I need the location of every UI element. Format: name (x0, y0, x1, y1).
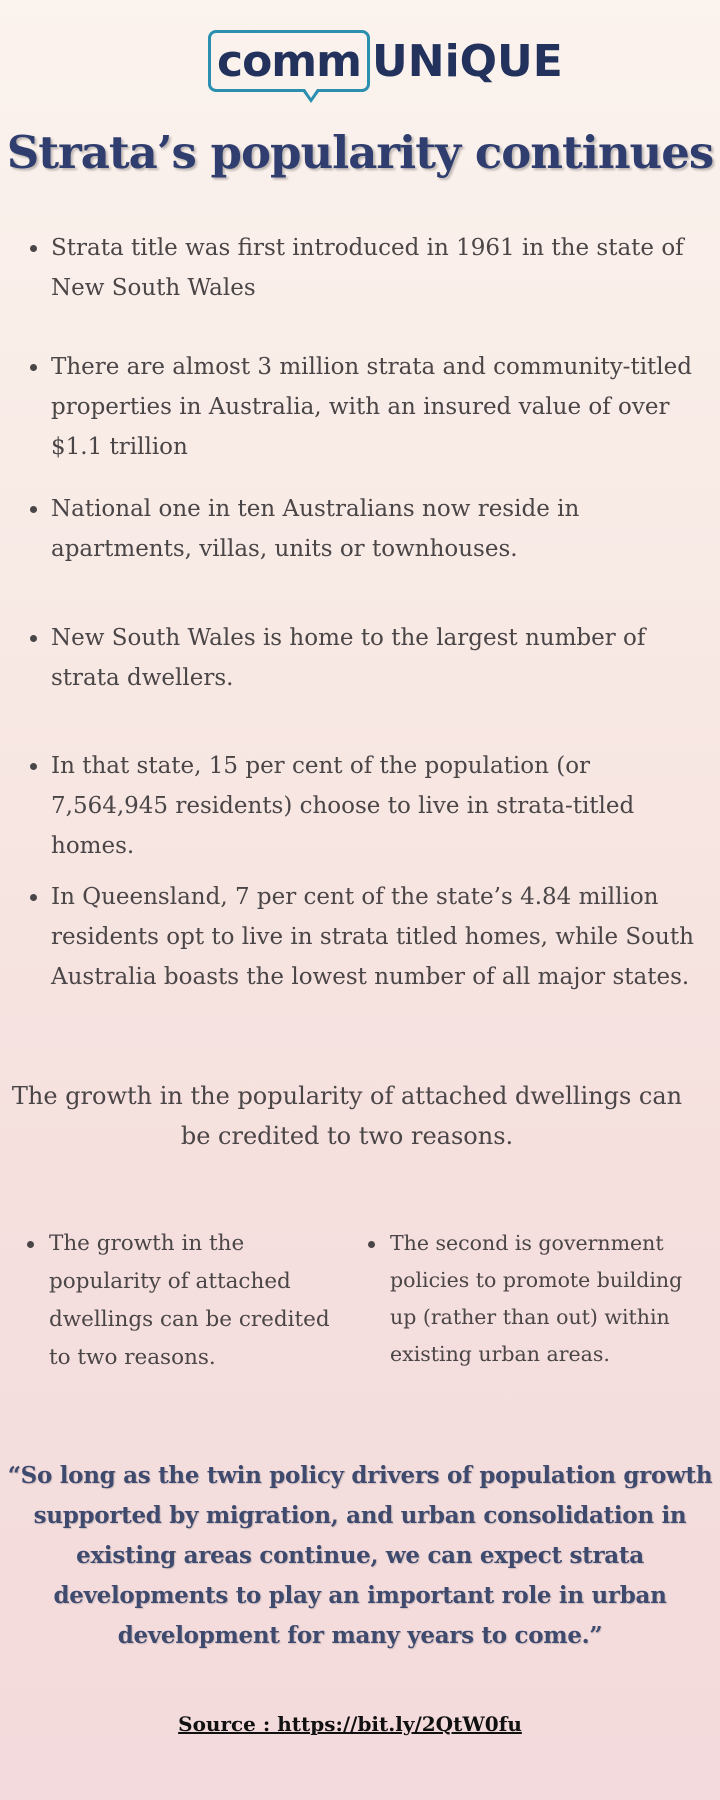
quote-text: “So long as the twin policy drivers of population growth supported by migration, and urban consolidation in existing areas continue, we can expect strata developments to play an important role in urban development for many years to come.” (7, 1462, 713, 1649)
logo-speech-bubble (208, 30, 370, 92)
communique-logo (208, 30, 563, 92)
bullet-icon (30, 364, 37, 371)
reason-text: The growth in the popularity of attached dwellings can be credited to two reasons. (49, 1231, 330, 1370)
list-item-text: New South Wales is home to the largest number of strata dwellers. (51, 625, 646, 691)
bullet-icon (30, 894, 37, 901)
source-link[interactable]: Source : https://bit.ly/2QtW0fu (178, 1712, 522, 1736)
list-item-text: National one in ten Australians now reside in apartments, villas, units or townhouses. (51, 496, 580, 562)
logo-text-unique: UNiQUE (372, 35, 563, 87)
list-item-text: There are almost 3 million strata and community-titled properties in Australia, with an insured value of over $1.1 trillion (51, 354, 692, 460)
list-item-text: In that state, 15 per cent of the population (or 7,564,945 residents) choose to live in strata-titled homes. (51, 753, 635, 859)
list-item (24, 746, 704, 866)
list-item-text: Strata title was first introduced in 1961 in the state of New South Wales (51, 235, 684, 301)
reasons-intro: The growth in the popularity of attached dwellings can be credited to two reasons. (11, 1082, 683, 1150)
list-item (24, 618, 704, 698)
reason-item-left (24, 1225, 344, 1377)
page-title: Strata’s popularity continues (6, 126, 714, 179)
bullet-icon (30, 635, 37, 642)
reason-item-right (365, 1225, 710, 1373)
bullet-icon (30, 763, 37, 770)
bullet-icon (368, 1241, 375, 1248)
logo-text-comm: comm (217, 35, 362, 87)
reason-text: The second is government policies to promote building up (rather than out) within existing urban areas. (390, 1231, 683, 1366)
list-item (24, 877, 704, 997)
bullet-icon (30, 506, 37, 513)
list-item (24, 489, 704, 569)
bullet-icon (27, 1241, 34, 1248)
bullet-icon (30, 245, 37, 252)
list-item (24, 347, 704, 467)
list-item (24, 228, 704, 308)
list-item-text: In Queensland, 7 per cent of the state’s 4.84 million residents opt to live in strata titled homes, while South Australia boasts the lowest number of all major states. (51, 884, 694, 990)
